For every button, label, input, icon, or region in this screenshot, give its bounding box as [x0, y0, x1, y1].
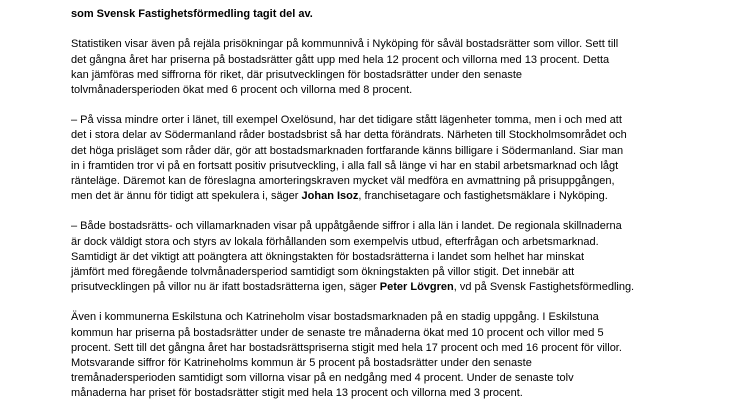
lead-line-2: som Svensk Fastighetsförmedling tagit del av.	[71, 8, 313, 21]
text-line: det gångna året har priserna på bostadsrätter gått upp med hela 12 procent och villorna med 13 procent. Detta	[71, 53, 610, 66]
text-line: prisutvecklingen på villor nu är ifatt bostadsrätterna igen, säger	[71, 281, 380, 294]
text-line: är dock väldigt stora och styrs av lokala förhållanden som exempelvis utbud, efterfrågan och arbetsmarknad.	[71, 235, 599, 248]
text-line: Statistiken visar även på rejäla prisökningar på kommunnivå i Nyköping för såväl bostadsrätter som villor. Sett till	[71, 38, 619, 51]
text-line: Samtidigt är det viktigt att poängtera att ökningstakten för bostadsrätterna i landet som helhet har minskat	[71, 250, 585, 263]
text-line: in i framtiden tror vi på en fortsatt positiv prisutveckling, i alla fall så länge vi har en stabil arbetsmarknad och lågt	[71, 159, 619, 172]
speaker-name: Johan Isoz	[301, 190, 359, 203]
text-line: – Både bostadsrätts- och villamarknaden visar på uppåtgående siffror i alla län i landet. De regionala skillnaderna	[71, 220, 622, 233]
text-line: men det är ännu för tidigt att spekulera i, säger	[71, 190, 302, 203]
text-line: det i stora delar av Södermanland råder bostadsbrist så har detta förändrats. Närheten till Stockholmsområdet och	[71, 129, 627, 142]
text-line: kommun har priserna på bostadsrätter under de senaste tre månaderna ökat med 10 procent och villor med 5	[71, 326, 604, 339]
text-line: procent. Sett till det gångna året har bostadsrättspriserna stigit med hela 17 procent och med 16 procent för villor.	[71, 341, 622, 354]
text-line: , franchisetagare och fastighetsmäklare i Nyköping.	[358, 190, 608, 203]
text-line: det höga prisläget som råder där, gör att bostadsmarknaden fortfarande känns billigare i Södermanland. Siar man	[71, 144, 624, 157]
paragraph-quote-peter-lovgren	[71, 219, 691, 295]
paragraph-eskilstuna-katrineholm	[71, 310, 691, 401]
paragraph-quote-johan-isoz	[71, 113, 691, 204]
lead-paragraph	[71, 0, 691, 22]
paragraph-statistics	[71, 37, 691, 98]
text-line: , vd på Svensk Fastighetsförmedling.	[453, 281, 635, 294]
text-line: tremånadersperioden samtidigt som villorna visar på en nedgång med 4 procent. Under de senaste tolv	[71, 372, 574, 385]
text-line: ränteläge. Däremot kan de föreslagna amorteringskraven mycket väl medföra en avmattning på prisuppgången,	[71, 175, 615, 188]
text-line: jämfört med föregående tolvmånadersperiod samtidigt som ökningstakten på villor stigit. Det innebär att	[71, 266, 575, 279]
text-line: kan jämföras med siffrorna för riket, där prisutvecklingen för bostadsrätter under den senaste	[71, 68, 523, 81]
text-line: – På vissa mindre orter i länet, till exempel Oxelösund, har det tidigare stått lägenheter tomma, men i och med att	[71, 114, 622, 127]
text-line: tolvmånadersperioden ökat med 6 procent och villorna med 8 procent.	[71, 84, 413, 97]
document-page	[71, 0, 691, 417]
text-line: Även i kommunerna Eskilstuna och Katrineholm visar bostadsmarknaden på en stadig uppgång. I Eskilstuna	[71, 311, 599, 324]
speaker-name: Peter Lövgren	[379, 281, 454, 294]
text-line: Motsvarande siffror för Katrineholms kommun är 5 procent på bostadsrätter under den senaste	[71, 357, 532, 370]
text-line: månaderna har priset för bostadsrätter stigit med hela 13 procent och villorna med 3 procent.	[71, 387, 523, 400]
